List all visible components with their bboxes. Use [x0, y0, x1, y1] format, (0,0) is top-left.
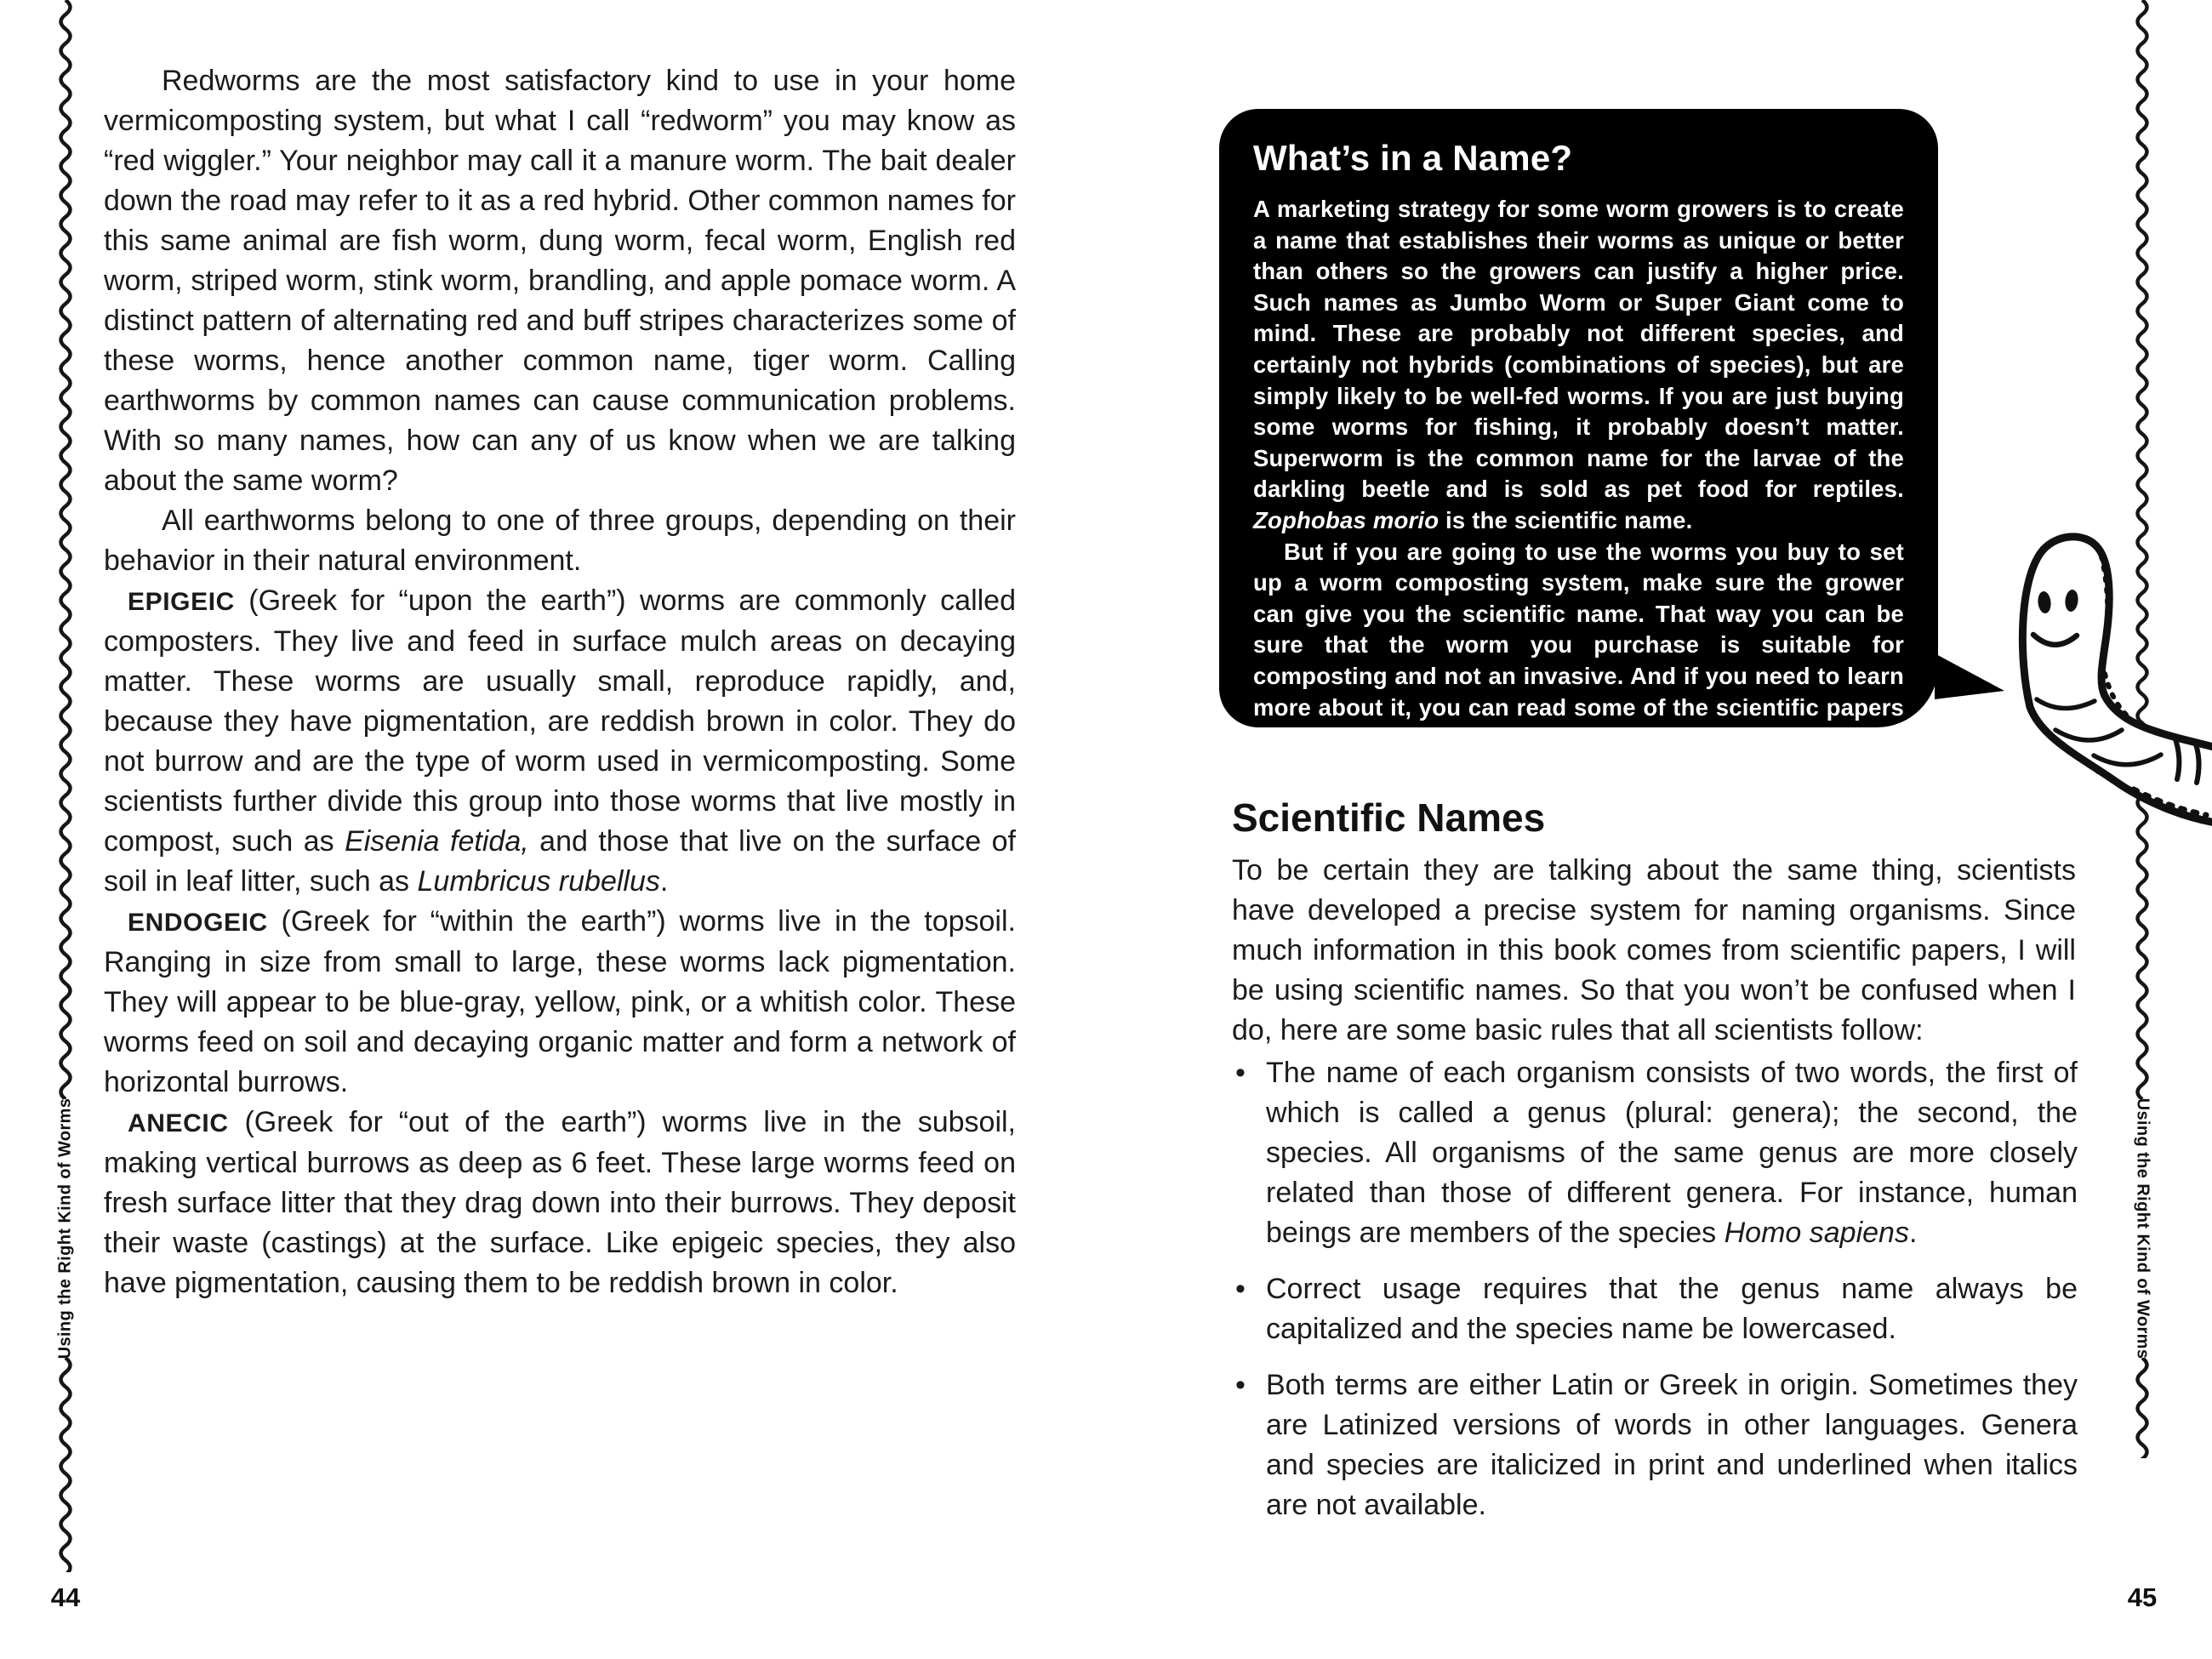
paragraph: [104, 581, 1016, 902]
text-run: All earthworms belong to one of three groups, depending on their behavior in their natural environment.: [104, 505, 1016, 577]
callout-box: [1219, 109, 1938, 752]
section-intro: [1232, 851, 2076, 1051]
squiggle-divider: [2132, 1358, 2152, 1458]
squiggle-divider: [55, 1358, 76, 1572]
paragraph: [104, 1103, 1016, 1303]
text-run: EPIGEIC: [128, 588, 235, 616]
paragraph: [1253, 194, 1904, 537]
bullet-item: [1234, 1365, 2078, 1525]
text-run: Redworms are the most satisfactory kind to use in your home vermicomposting system, but what I call “redworm” you may know as “red wiggler.” Your neighbor may call it a manure worm. The bait dealer down the road may refer to it as a red hybrid. Other common names for this same animal are fish worm, dung worm, fecal worm, English red worm, striped worm, stink worm, brandling, and apple pomace worm. A distinct pattern of alternating red and buff stripes characterizes some of these worms, hence another common name, tiger worm. Calling earthworms by common names can cause communication problems. With so many names, how can any of us know when we are talking about the same worm?: [104, 65, 1016, 497]
text-run: (Greek for “out of the earth”) worms live in the subsoil, making vertical burrows as deep as 6 feet. These large worms feed on fresh surface litter that they drag down into their burrows. They deposit their waste (castings) at the surface. Like epigeic species, they also have pigmentation, causing them to be reddish brown in color.: [104, 1106, 1016, 1299]
section-heading: Scientific Names: [1232, 795, 1546, 840]
text-run: Lumbricus rubellus: [417, 865, 660, 898]
text-run: Zophobas morio: [1253, 506, 1440, 533]
page-number-right: 45: [2127, 1582, 2158, 1612]
text-run: To be certain they are talking about the same thing, scientists have developed a precise system for naming organisms. Since much information in this book comes from scientific papers, I will be using scientific names. So that you won’t be confused when I do, here are some basic rules that all scientists follow:: [1232, 854, 2076, 1046]
text-run: is the scientific name.: [1439, 506, 1693, 533]
bullet-marker: •: [1235, 1273, 1246, 1305]
text-run: and those that live on the surface of soil in leaf litter, such as: [104, 825, 1016, 898]
callout-title: What’s in a Name?: [1253, 138, 1573, 178]
paragraph: [104, 501, 1016, 581]
side-label-left: Using the Right Kind of Worms: [55, 1097, 75, 1360]
text-run: (Greek for “upon the earth”) worms are commonly called composters. They live and feed in surface mulch areas on decaying matter. These worms are usually small, reproduce rapidly, and, because they have pigmentation, are reddish brown in color. They do not burrow and are the type of worm used in vermicomposting. Some scientists further divide this group into those worms that live mostly in compost, such as: [104, 584, 1016, 858]
paragraph: [104, 902, 1016, 1103]
text-run: ENDOGEIC: [128, 909, 268, 937]
paragraph: [104, 61, 1016, 501]
squiggle-divider: [55, 0, 76, 1099]
bullet-marker: •: [1235, 1057, 1246, 1089]
text-run: (Greek for “within the earth”) worms live in the topsoil. Ranging in size from small to large, these worms lack pigmentation. They will appear to be blue-gray, yellow, pink, or a whitish color. These worms feed on soil and decaying organic matter and form a network of horizontal burrows.: [104, 905, 1016, 1098]
bullet-item: [1234, 1053, 2078, 1253]
speech-bubble-tail-icon: [1935, 652, 2008, 701]
text-run: .: [1908, 1217, 1918, 1249]
worm-illustration: [2006, 507, 2212, 864]
page-number-left: 44: [50, 1582, 81, 1612]
callout-body: [1253, 194, 1904, 755]
text-run: Both terms are either Latin or Greek in origin. Sometimes they are Latinized versions of words in other languages. Genera and species are italicized in print and underlined when italics are not available.: [1266, 1369, 2078, 1521]
text-run: Eisenia fetida,: [345, 825, 529, 858]
text-run: A marketing strategy for some worm growers is to create a name that establishes their worms as unique or better than others so the growers can justify a higher price. Such names as Jumbo Worm or Super Giant come to mind. These are probably not different species, and certainly not hybrids (combinations of species), but are simply likely to be well-fed worms. If you are just buying some worms for fishing, it probably doesn’t matter. Superworm is the common name for the larvae of the darkling beetle and is sold as pet food for reptiles.: [1253, 196, 1904, 503]
text-run: .: [659, 865, 669, 898]
text-run: Homo sapiens: [1724, 1217, 1909, 1249]
text-run: The name of each organism consists of two words, the first of which is called a genus (plural: genera); the second, the species. All organisms of the same genus are more closely related than those of different genera. For instance, human beings are members of the species: [1266, 1057, 2078, 1249]
text-run: ANECIC: [128, 1109, 229, 1137]
text-run: Correct usage requires that the genus name always be capitalized and the species name be lowercased.: [1266, 1273, 2078, 1345]
paragraph: [1253, 537, 1904, 755]
text-run: But if you are going to use the worms you buy to set up a worm composting system, make sure the grower can give you the scientific name. That way you can be sure that the worm you purchase is suitable for composting and not an invasive. And if you need to learn more about it, you can read some of the scientific papers about your worm of choice.: [1253, 538, 1904, 752]
bullet-item: [1234, 1269, 2078, 1349]
bullet-marker: •: [1235, 1369, 1246, 1401]
side-label-right: Using the Right Kind of Worms: [2133, 1097, 2152, 1360]
bullet-list: [1234, 1053, 2078, 1542]
left-page-text: [104, 61, 1016, 1303]
